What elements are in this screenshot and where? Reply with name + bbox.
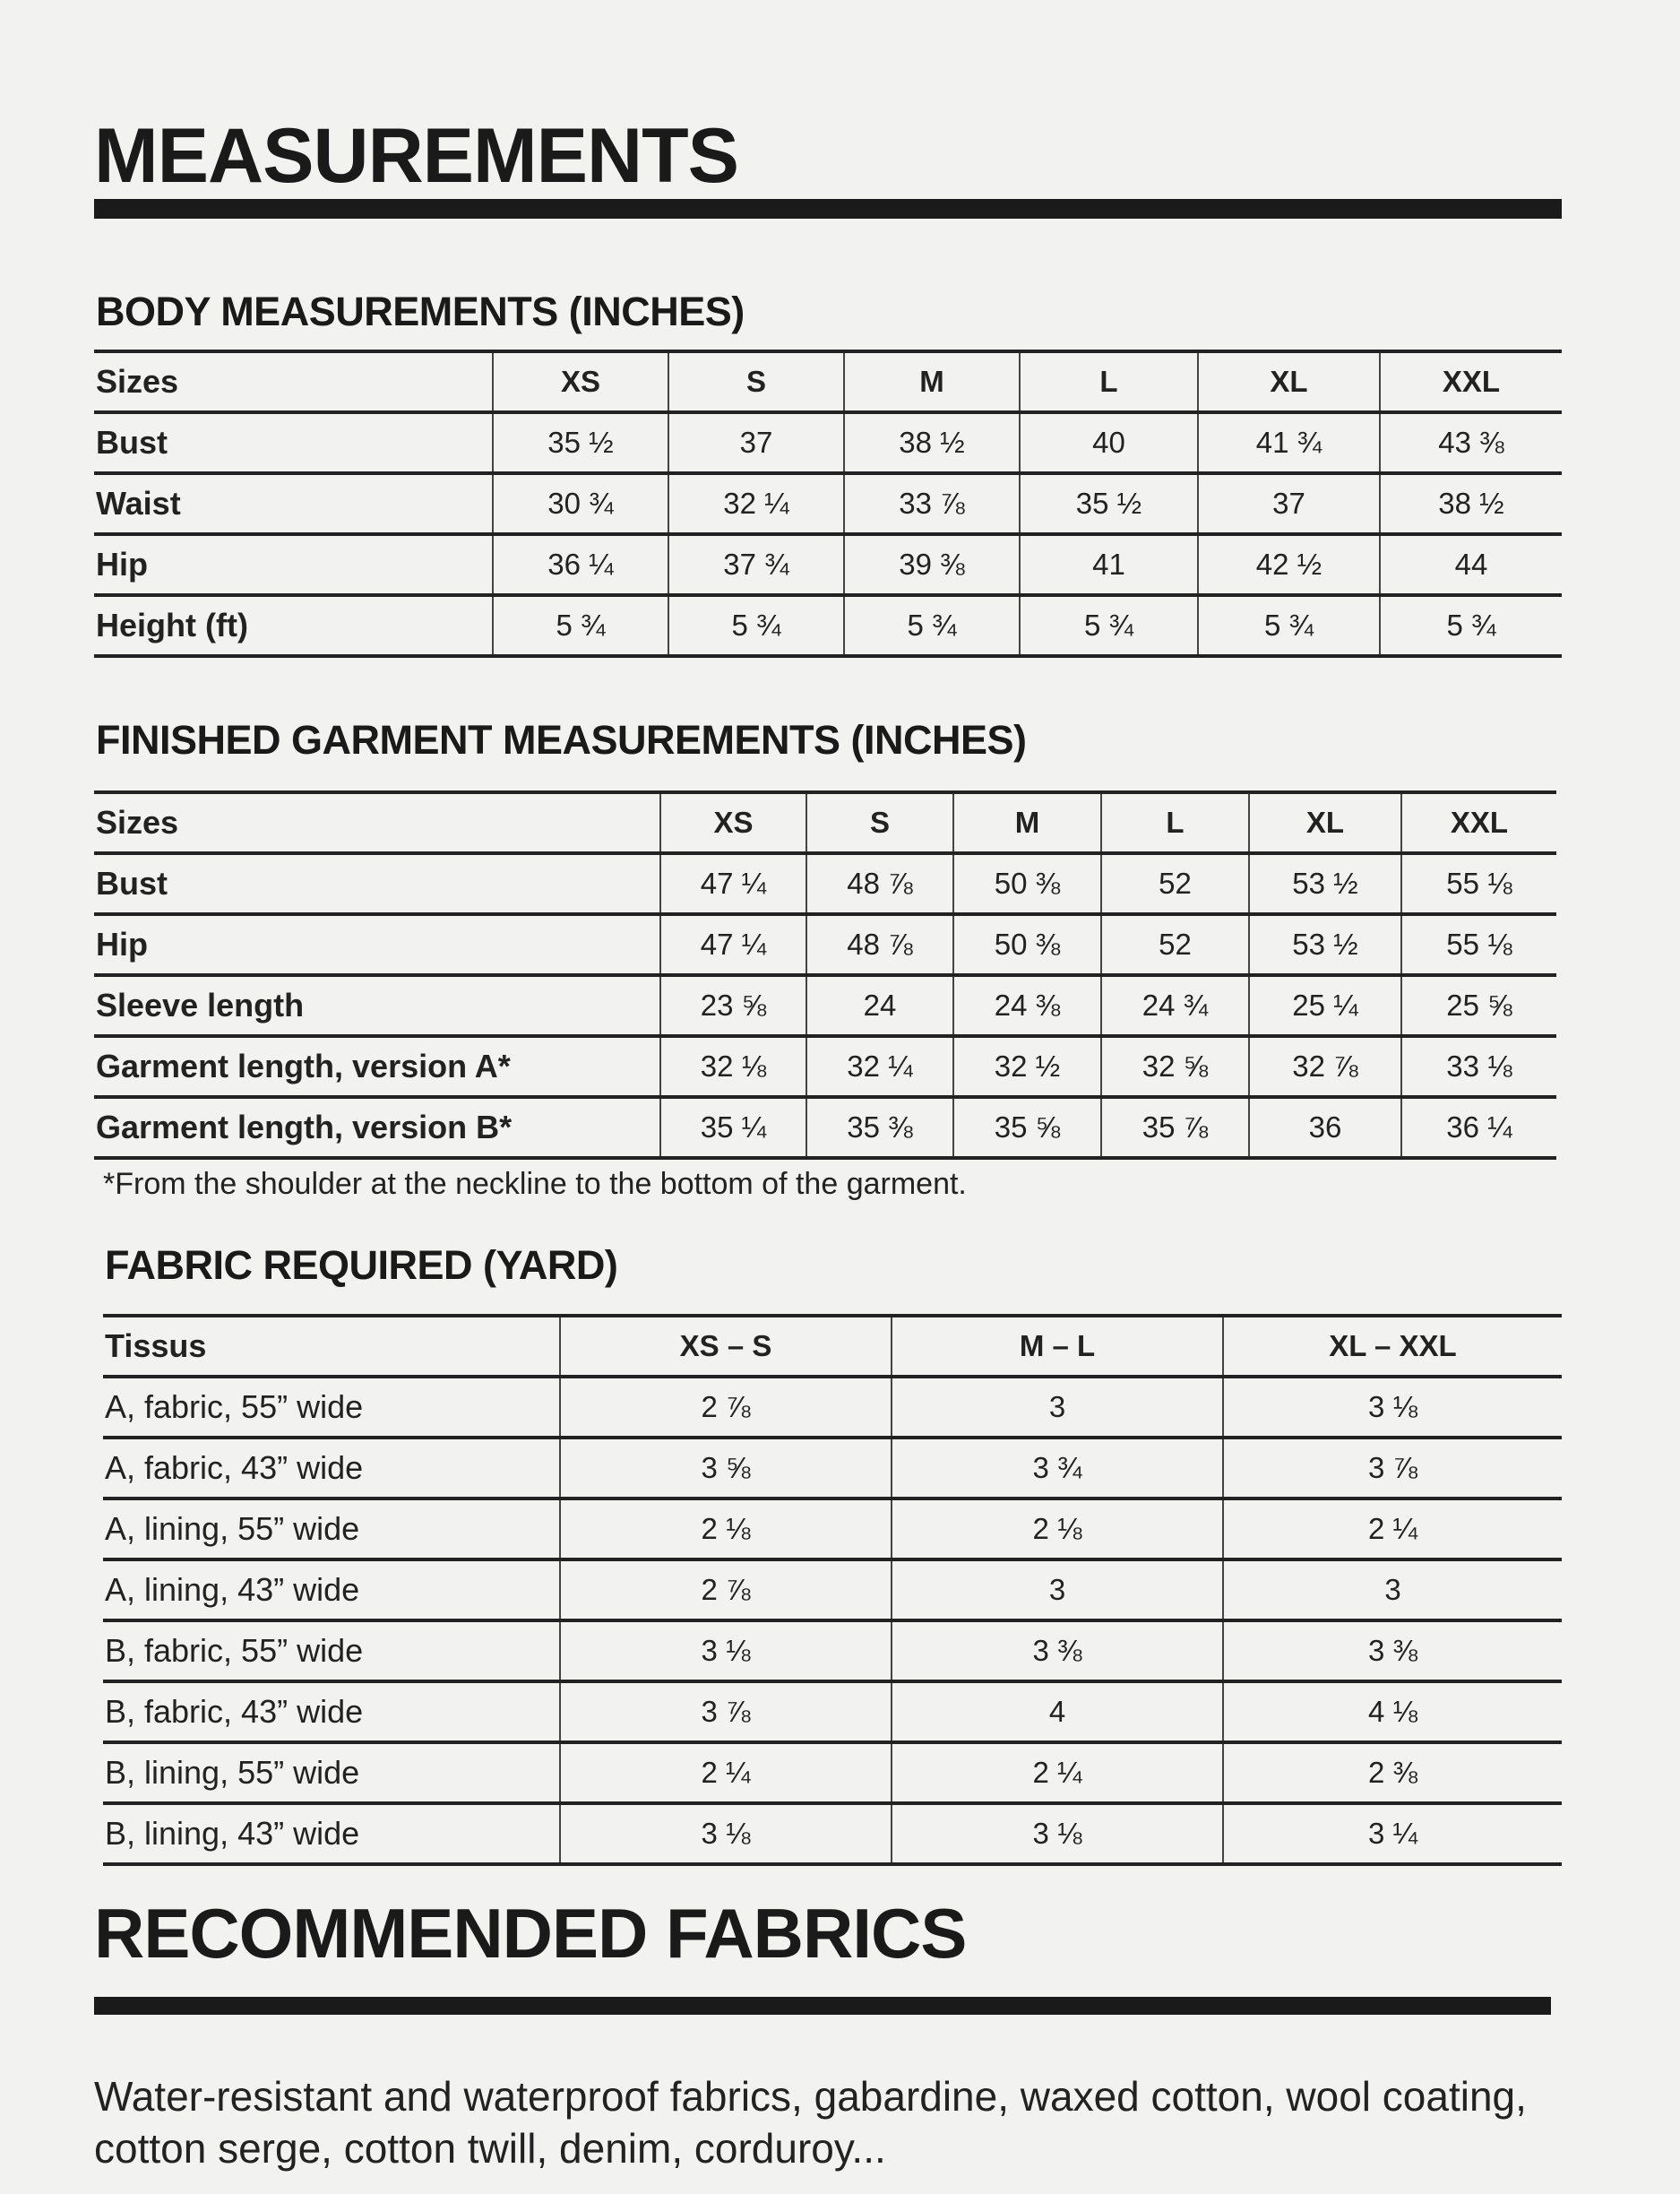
table-row xyxy=(103,1681,1562,1742)
table-row xyxy=(94,975,1556,1036)
header-size: XXL xyxy=(1401,792,1556,853)
table-cell: 23 ⅝ xyxy=(660,975,806,1036)
row-label: A, lining, 43” wide xyxy=(103,1559,560,1620)
table-cell: 2 ⅜ xyxy=(1223,1742,1562,1803)
table-header-row xyxy=(103,1316,1562,1377)
table-row xyxy=(94,595,1562,656)
table-cell: 24 ¾ xyxy=(1101,975,1249,1036)
table-cell: 41 ¾ xyxy=(1198,412,1380,473)
table-cell: 2 ¼ xyxy=(560,1742,892,1803)
table-cell: 52 xyxy=(1101,914,1249,975)
garment-footnote: *From the shoulder at the neckline to the bottom of the garment. xyxy=(103,1167,967,1201)
table-cell: 37 xyxy=(668,412,844,473)
table-cell: 5 ¾ xyxy=(1198,595,1380,656)
header-size: M xyxy=(953,792,1101,853)
table-cell: 48 ⅞ xyxy=(806,914,953,975)
table-cell: 44 xyxy=(1380,534,1562,595)
row-label: B, lining, 43” wide xyxy=(103,1803,560,1864)
recommended-rule xyxy=(94,1997,1551,2015)
table-cell: 5 ¾ xyxy=(493,595,668,656)
table-row xyxy=(94,1097,1556,1158)
table-cell: 3 ⅛ xyxy=(892,1803,1223,1864)
header-size: XS xyxy=(660,792,806,853)
table-cell: 32 ⅝ xyxy=(1101,1036,1249,1097)
header-size: XXL xyxy=(1380,351,1562,412)
fabric-required-table xyxy=(103,1314,1562,1866)
header-size: M – L xyxy=(892,1316,1223,1377)
row-label: Bust xyxy=(94,853,660,914)
row-label: Hip xyxy=(94,534,493,595)
table-cell: 4 xyxy=(892,1681,1223,1742)
header-size: XL xyxy=(1198,351,1380,412)
header-size: S xyxy=(668,351,844,412)
row-label: Garment length, version A* xyxy=(94,1036,660,1097)
header-label: Sizes xyxy=(94,792,660,853)
row-label: B, lining, 55” wide xyxy=(103,1742,560,1803)
table-row xyxy=(103,1377,1562,1438)
header-size: L xyxy=(1020,351,1198,412)
recommended-title: RECOMMENDED FABRICS xyxy=(94,1894,967,1973)
table-cell: 43 ⅜ xyxy=(1380,412,1562,473)
table-cell: 32 ⅞ xyxy=(1249,1036,1401,1097)
row-label: A, fabric, 55” wide xyxy=(103,1377,560,1438)
table-cell: 55 ⅛ xyxy=(1401,853,1556,914)
table-cell: 3 ⅛ xyxy=(560,1803,892,1864)
table-row xyxy=(94,412,1562,473)
table-cell: 3 xyxy=(892,1377,1223,1438)
body-measurements-table xyxy=(94,350,1562,658)
table-cell: 35 ¼ xyxy=(660,1097,806,1158)
page-title: MEASUREMENTS xyxy=(94,113,739,199)
table-cell: 30 ¾ xyxy=(493,473,668,534)
table-cell: 35 ½ xyxy=(493,412,668,473)
table-cell: 50 ⅜ xyxy=(953,914,1101,975)
table-cell: 2 ⅛ xyxy=(560,1499,892,1559)
row-label: Bust xyxy=(94,412,493,473)
table-cell: 24 xyxy=(806,975,953,1036)
table-cell: 25 ⅝ xyxy=(1401,975,1556,1036)
header-size: XL – XXL xyxy=(1223,1316,1562,1377)
table-row xyxy=(94,853,1556,914)
table-cell: 5 ¾ xyxy=(668,595,844,656)
table-cell: 53 ½ xyxy=(1249,914,1401,975)
table-cell: 2 ¼ xyxy=(1223,1499,1562,1559)
table-cell: 3 xyxy=(892,1559,1223,1620)
header-size: M xyxy=(844,351,1020,412)
table-cell: 3 ⅝ xyxy=(560,1438,892,1499)
table-cell: 55 ⅛ xyxy=(1401,914,1556,975)
table-cell: 3 ⅛ xyxy=(1223,1377,1562,1438)
table-cell: 32 ¼ xyxy=(806,1036,953,1097)
row-label: Height (ft) xyxy=(94,595,493,656)
header-size: XL xyxy=(1249,792,1401,853)
table-row xyxy=(94,914,1556,975)
body-measurements-title: BODY MEASUREMENTS (INCHES) xyxy=(96,289,745,334)
garment-measurements-table xyxy=(94,790,1556,1160)
garment-measurements-title: FINISHED GARMENT MEASUREMENTS (INCHES) xyxy=(96,717,1027,763)
row-label: B, fabric, 43” wide xyxy=(103,1681,560,1742)
table-cell: 33 ⅛ xyxy=(1401,1036,1556,1097)
table-row xyxy=(103,1499,1562,1559)
table-cell: 36 ¼ xyxy=(1401,1097,1556,1158)
header-size: XS xyxy=(493,351,668,412)
table-cell: 2 ¼ xyxy=(892,1742,1223,1803)
table-row xyxy=(94,473,1562,534)
header-size: S xyxy=(806,792,953,853)
table-header-row xyxy=(94,351,1562,412)
table-cell: 3 ⅜ xyxy=(892,1620,1223,1681)
title-rule xyxy=(94,199,1562,219)
table-cell: 39 ⅜ xyxy=(844,534,1020,595)
table-cell: 24 ⅜ xyxy=(953,975,1101,1036)
table-cell: 47 ¼ xyxy=(660,853,806,914)
row-label: A, fabric, 43” wide xyxy=(103,1438,560,1499)
table-cell: 3 xyxy=(1223,1559,1562,1620)
table-row xyxy=(103,1742,1562,1803)
table-cell: 41 xyxy=(1020,534,1198,595)
header-label: Sizes xyxy=(94,351,493,412)
row-label: Sleeve length xyxy=(94,975,660,1036)
table-cell: 2 ⅛ xyxy=(892,1499,1223,1559)
table-cell: 3 ⅜ xyxy=(1223,1620,1562,1681)
table-cell: 53 ½ xyxy=(1249,853,1401,914)
table-cell: 33 ⅞ xyxy=(844,473,1020,534)
header-label: Tissus xyxy=(103,1316,560,1377)
table-row xyxy=(103,1438,1562,1499)
table-cell: 50 ⅜ xyxy=(953,853,1101,914)
row-label: Waist xyxy=(94,473,493,534)
table-cell: 37 ¾ xyxy=(668,534,844,595)
header-size: XS – S xyxy=(560,1316,892,1377)
table-row xyxy=(94,1036,1556,1097)
table-cell: 37 xyxy=(1198,473,1380,534)
table-cell: 2 ⅞ xyxy=(560,1559,892,1620)
table-cell: 40 xyxy=(1020,412,1198,473)
table-cell: 38 ½ xyxy=(1380,473,1562,534)
row-label: A, lining, 55” wide xyxy=(103,1499,560,1559)
row-label: Garment length, version B* xyxy=(94,1097,660,1158)
table-row xyxy=(103,1559,1562,1620)
table-cell: 35 ½ xyxy=(1020,473,1198,534)
table-cell: 4 ⅛ xyxy=(1223,1681,1562,1742)
table-header-row xyxy=(94,792,1556,853)
table-cell: 3 ⅞ xyxy=(1223,1438,1562,1499)
table-row xyxy=(94,534,1562,595)
recommended-text: Water-resistant and waterproof fabrics, gabardine, waxed cotton, wool coating, cotton serge, cotton twill, denim, corduroy... xyxy=(94,2073,1527,2172)
table-cell: 5 ¾ xyxy=(1020,595,1198,656)
table-row xyxy=(103,1620,1562,1681)
table-cell: 5 ¾ xyxy=(844,595,1020,656)
table-cell: 42 ½ xyxy=(1198,534,1380,595)
table-cell: 32 ¼ xyxy=(668,473,844,534)
row-label: B, fabric, 55” wide xyxy=(103,1620,560,1681)
table-cell: 3 ⅛ xyxy=(560,1620,892,1681)
table-cell: 36 ¼ xyxy=(493,534,668,595)
fabric-required-title: FABRIC REQUIRED (YARD) xyxy=(105,1242,618,1288)
table-cell: 47 ¼ xyxy=(660,914,806,975)
table-cell: 36 xyxy=(1249,1097,1401,1158)
table-cell: 32 ⅛ xyxy=(660,1036,806,1097)
row-label: Hip xyxy=(94,914,660,975)
table-cell: 35 ⅞ xyxy=(1101,1097,1249,1158)
table-cell: 38 ½ xyxy=(844,412,1020,473)
table-row xyxy=(103,1803,1562,1864)
table-cell: 5 ¾ xyxy=(1380,595,1562,656)
table-cell: 3 ⅞ xyxy=(560,1681,892,1742)
table-cell: 3 ¼ xyxy=(1223,1803,1562,1864)
table-cell: 35 ⅝ xyxy=(953,1097,1101,1158)
table-cell: 3 ¾ xyxy=(892,1438,1223,1499)
table-cell: 52 xyxy=(1101,853,1249,914)
table-cell: 48 ⅞ xyxy=(806,853,953,914)
table-cell: 25 ¼ xyxy=(1249,975,1401,1036)
table-cell: 2 ⅞ xyxy=(560,1377,892,1438)
table-cell: 32 ½ xyxy=(953,1036,1101,1097)
table-cell: 35 ⅜ xyxy=(806,1097,953,1158)
header-size: L xyxy=(1101,792,1249,853)
